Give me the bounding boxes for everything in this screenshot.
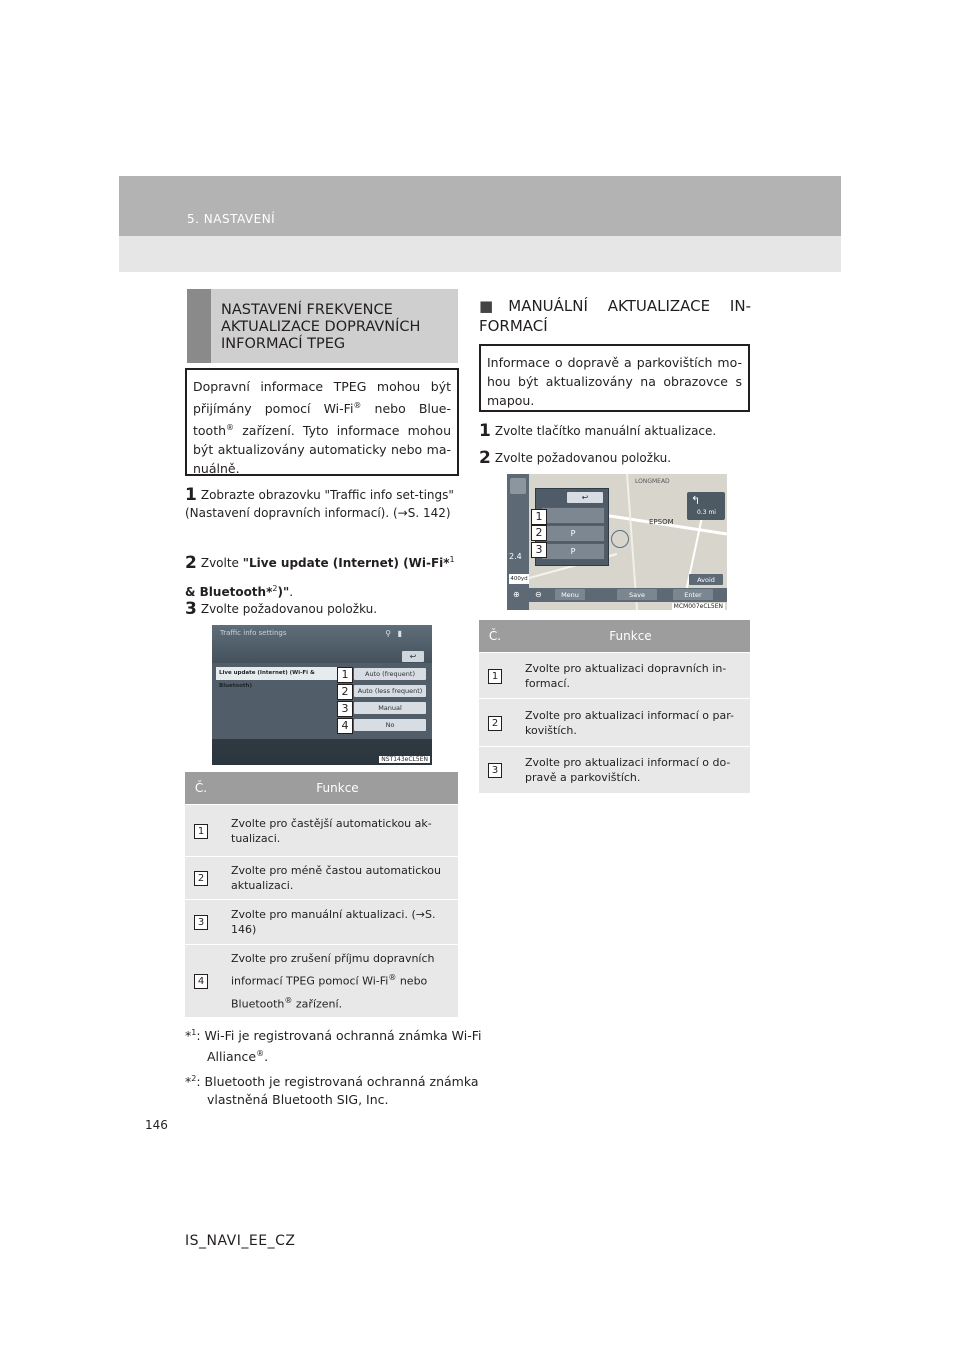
footnote-mark: * — [185, 1028, 192, 1044]
col-header-function: Funkce — [217, 772, 458, 805]
header-subband — [119, 236, 841, 272]
section-title: NASTAVENÍ FREKVENCE AKTUALIZACE DOPRAVNÍCH INFORMACÍ TPEG — [221, 302, 421, 352]
intro-text-1: Dopravní informace TPEG mohou být přijímány pomocí Wi-Fi — [193, 379, 451, 417]
step-text: Zobrazte obrazovku "Traffic info set-tings" (Nastavení dopravních informací). (→S. 142) — [185, 488, 454, 520]
row-number-cell — [479, 653, 511, 699]
table-header-row — [185, 772, 458, 805]
row-number: 2 — [194, 871, 208, 886]
step-3 — [185, 600, 460, 618]
table-header-row — [479, 620, 750, 653]
zoom-out-icon[interactable]: ⊖ — [535, 590, 542, 599]
intro-box — [185, 368, 459, 476]
screen-title: Traffic info settings — [220, 629, 287, 637]
step-option-label: "Live update (Internet) (Wi-Fi* — [242, 556, 450, 570]
image-code: NST143eCL5EN — [381, 756, 428, 763]
registered-mark: ® — [256, 1049, 265, 1059]
traffic-settings-screenshot — [212, 625, 432, 765]
turn-distance: 0.3 mi — [697, 509, 716, 516]
registered-mark: ® — [284, 995, 293, 1005]
row-number: 1 — [194, 824, 208, 839]
footnote-2 — [185, 1070, 482, 1109]
step-1-right — [479, 422, 751, 440]
back-icon[interactable]: ↩ — [567, 492, 603, 503]
street-label: LONGMEAD — [635, 478, 670, 485]
table-row — [185, 900, 458, 945]
step-2-right — [479, 449, 751, 467]
registered-mark: ® — [353, 401, 362, 410]
step-number: 3 — [185, 599, 197, 619]
menu-button[interactable]: Menu — [555, 589, 585, 600]
callout-3: 3 — [531, 542, 547, 558]
callout-2: 2 — [531, 525, 547, 541]
footnote-ref: 2 — [272, 584, 278, 593]
next-turn-panel — [687, 492, 725, 520]
table-row — [185, 805, 458, 857]
row-text-part: nebo Bluetooth — [231, 974, 428, 1011]
enter-button[interactable]: Enter — [673, 589, 713, 600]
table-row — [479, 699, 750, 747]
turn-arrow-icon: ↰ — [691, 494, 701, 507]
map-screenshot — [507, 474, 727, 610]
footnote-text: : Wi-Fi je registrovaná ochranná známka Wi-Fi Alliance — [196, 1028, 482, 1065]
step-1 — [185, 486, 460, 522]
registered-mark: ® — [226, 423, 235, 433]
zoom-in-icon[interactable]: ⊕ — [513, 590, 520, 599]
row-number: 3 — [194, 915, 208, 930]
row-text-part: zařízení. — [292, 997, 343, 1011]
footnote-ref: 1 — [449, 555, 455, 564]
row-text: Zvolte pro méně častou automatickou aktualizaci. — [217, 857, 458, 900]
back-icon[interactable]: ↩ — [402, 651, 424, 662]
col-header-function: Funkce — [511, 620, 750, 653]
cursor-crosshair-icon — [611, 530, 629, 548]
step-option-label: & Bluetooth* — [185, 585, 273, 599]
table-row — [479, 747, 750, 793]
step-number: 2 — [479, 448, 491, 468]
image-code: MCM007eCL5EN — [673, 603, 723, 610]
row-text: Zvolte pro aktualizaci dopravních in-formací. — [511, 653, 750, 699]
step-text: Zvolte požadovanou položku. — [494, 451, 672, 465]
subsection-title: MANUÁLNÍ AKTUALIZACE IN-FORMACÍ — [479, 297, 751, 335]
status-icons: ⚲ ▮ — [385, 629, 404, 638]
step-2 — [185, 547, 460, 605]
callout-3: 3 — [337, 701, 353, 717]
auto-less-frequent-button[interactable]: Auto (less frequent) — [354, 685, 426, 697]
map-scale: 400yd — [510, 576, 528, 582]
bullet-icon: ■ — [479, 297, 509, 315]
title-accent-bar — [187, 289, 211, 363]
function-table-left — [185, 772, 458, 1017]
row-number-cell — [185, 945, 217, 1018]
footnote-1 — [185, 1024, 482, 1066]
compass-icon[interactable] — [510, 478, 526, 494]
row-number: 3 — [488, 763, 502, 778]
footnote-ref: 1 — [191, 1028, 197, 1037]
step-number: 2 — [185, 553, 197, 573]
manual-button[interactable]: Manual — [354, 702, 426, 714]
save-button[interactable]: Save — [617, 589, 657, 600]
row-number-cell — [185, 857, 217, 900]
step-option-label: )" — [277, 585, 290, 599]
row-number-cell — [185, 900, 217, 945]
step-number: 1 — [185, 485, 197, 505]
page-number: 146 — [145, 1118, 168, 1132]
auto-frequent-button[interactable]: Auto (frequent) — [354, 668, 426, 680]
step-text: . — [289, 585, 294, 599]
row-text-part: Zvolte pro zrušení příjmu dopravních informací TPEG pomocí Wi-Fi — [231, 952, 435, 988]
update-traffic-button[interactable] — [541, 507, 605, 524]
avoid-button[interactable]: Avoid — [689, 574, 723, 585]
footnote-mark: * — [185, 1074, 192, 1090]
update-traffic-parking-button[interactable]: P — [541, 543, 605, 560]
row-number: 4 — [194, 974, 208, 989]
callout-2: 2 — [337, 684, 353, 700]
row-text — [217, 945, 458, 1018]
subsection-title-block — [479, 296, 751, 336]
row-text: Zvolte pro aktualizaci informací o do-pravě a parkovištích. — [511, 747, 750, 793]
row-text: Zvolte pro aktualizaci informací o par-kovištích. — [511, 699, 750, 747]
callout-1: 1 — [531, 509, 547, 525]
place-label: EPSOM — [649, 518, 674, 526]
table-row — [185, 857, 458, 900]
row-text: Zvolte pro častější automatickou ak-tualizaci. — [217, 805, 458, 857]
step-number: 1 — [479, 421, 491, 441]
row-number: 1 — [488, 669, 502, 684]
col-header-number: Č. — [479, 620, 511, 653]
footnote-ref: 2 — [191, 1074, 197, 1083]
row-number: 2 — [488, 716, 502, 731]
row-number-cell — [185, 805, 217, 857]
header-band — [119, 176, 841, 236]
no-button[interactable]: No — [354, 719, 426, 731]
row-text: Zvolte pro manuální aktualizaci. (→S. 146) — [217, 900, 458, 945]
update-parking-button[interactable]: P — [541, 525, 605, 542]
intro-text-2: nebo Blue-tooth — [193, 401, 451, 439]
footnote-text: : Bluetooth je registrovaná ochranná známka vlastněná Bluetooth SIG, Inc. — [196, 1074, 479, 1108]
function-table-right — [479, 620, 750, 793]
row-number-cell — [479, 747, 511, 793]
step-text: Zvolte — [200, 556, 243, 570]
row-number-cell — [479, 699, 511, 747]
step-text: Zvolte požadovanou položku. — [200, 602, 378, 616]
zoom-value: 2.4 — [509, 552, 522, 561]
live-update-label: Live update (Internet) (Wi-Fi & Bluetooth) — [216, 667, 343, 680]
table-row — [479, 653, 750, 699]
col-header-number: Č. — [185, 772, 217, 805]
intro-box-right: Informace o dopravě a parkovištích mo-hou být aktualizovány na obrazovce s mapou. — [479, 344, 750, 412]
callout-1: 1 — [337, 667, 353, 683]
section-title-block — [187, 289, 458, 363]
table-row — [185, 945, 458, 1018]
document-id: IS_NAVI_EE_CZ — [185, 1233, 296, 1249]
section-header: 5. NASTAVENÍ — [187, 212, 276, 226]
step-text: Zvolte tlačítko manuální aktualizace. — [494, 424, 717, 438]
intro-text-3: zařízení. Tyto informace mohou být aktualizovány automaticky nebo ma-nuálně. — [193, 423, 451, 477]
footnote-text: . — [264, 1049, 269, 1065]
registered-mark: ® — [388, 973, 397, 982]
callout-4: 4 — [337, 718, 353, 734]
